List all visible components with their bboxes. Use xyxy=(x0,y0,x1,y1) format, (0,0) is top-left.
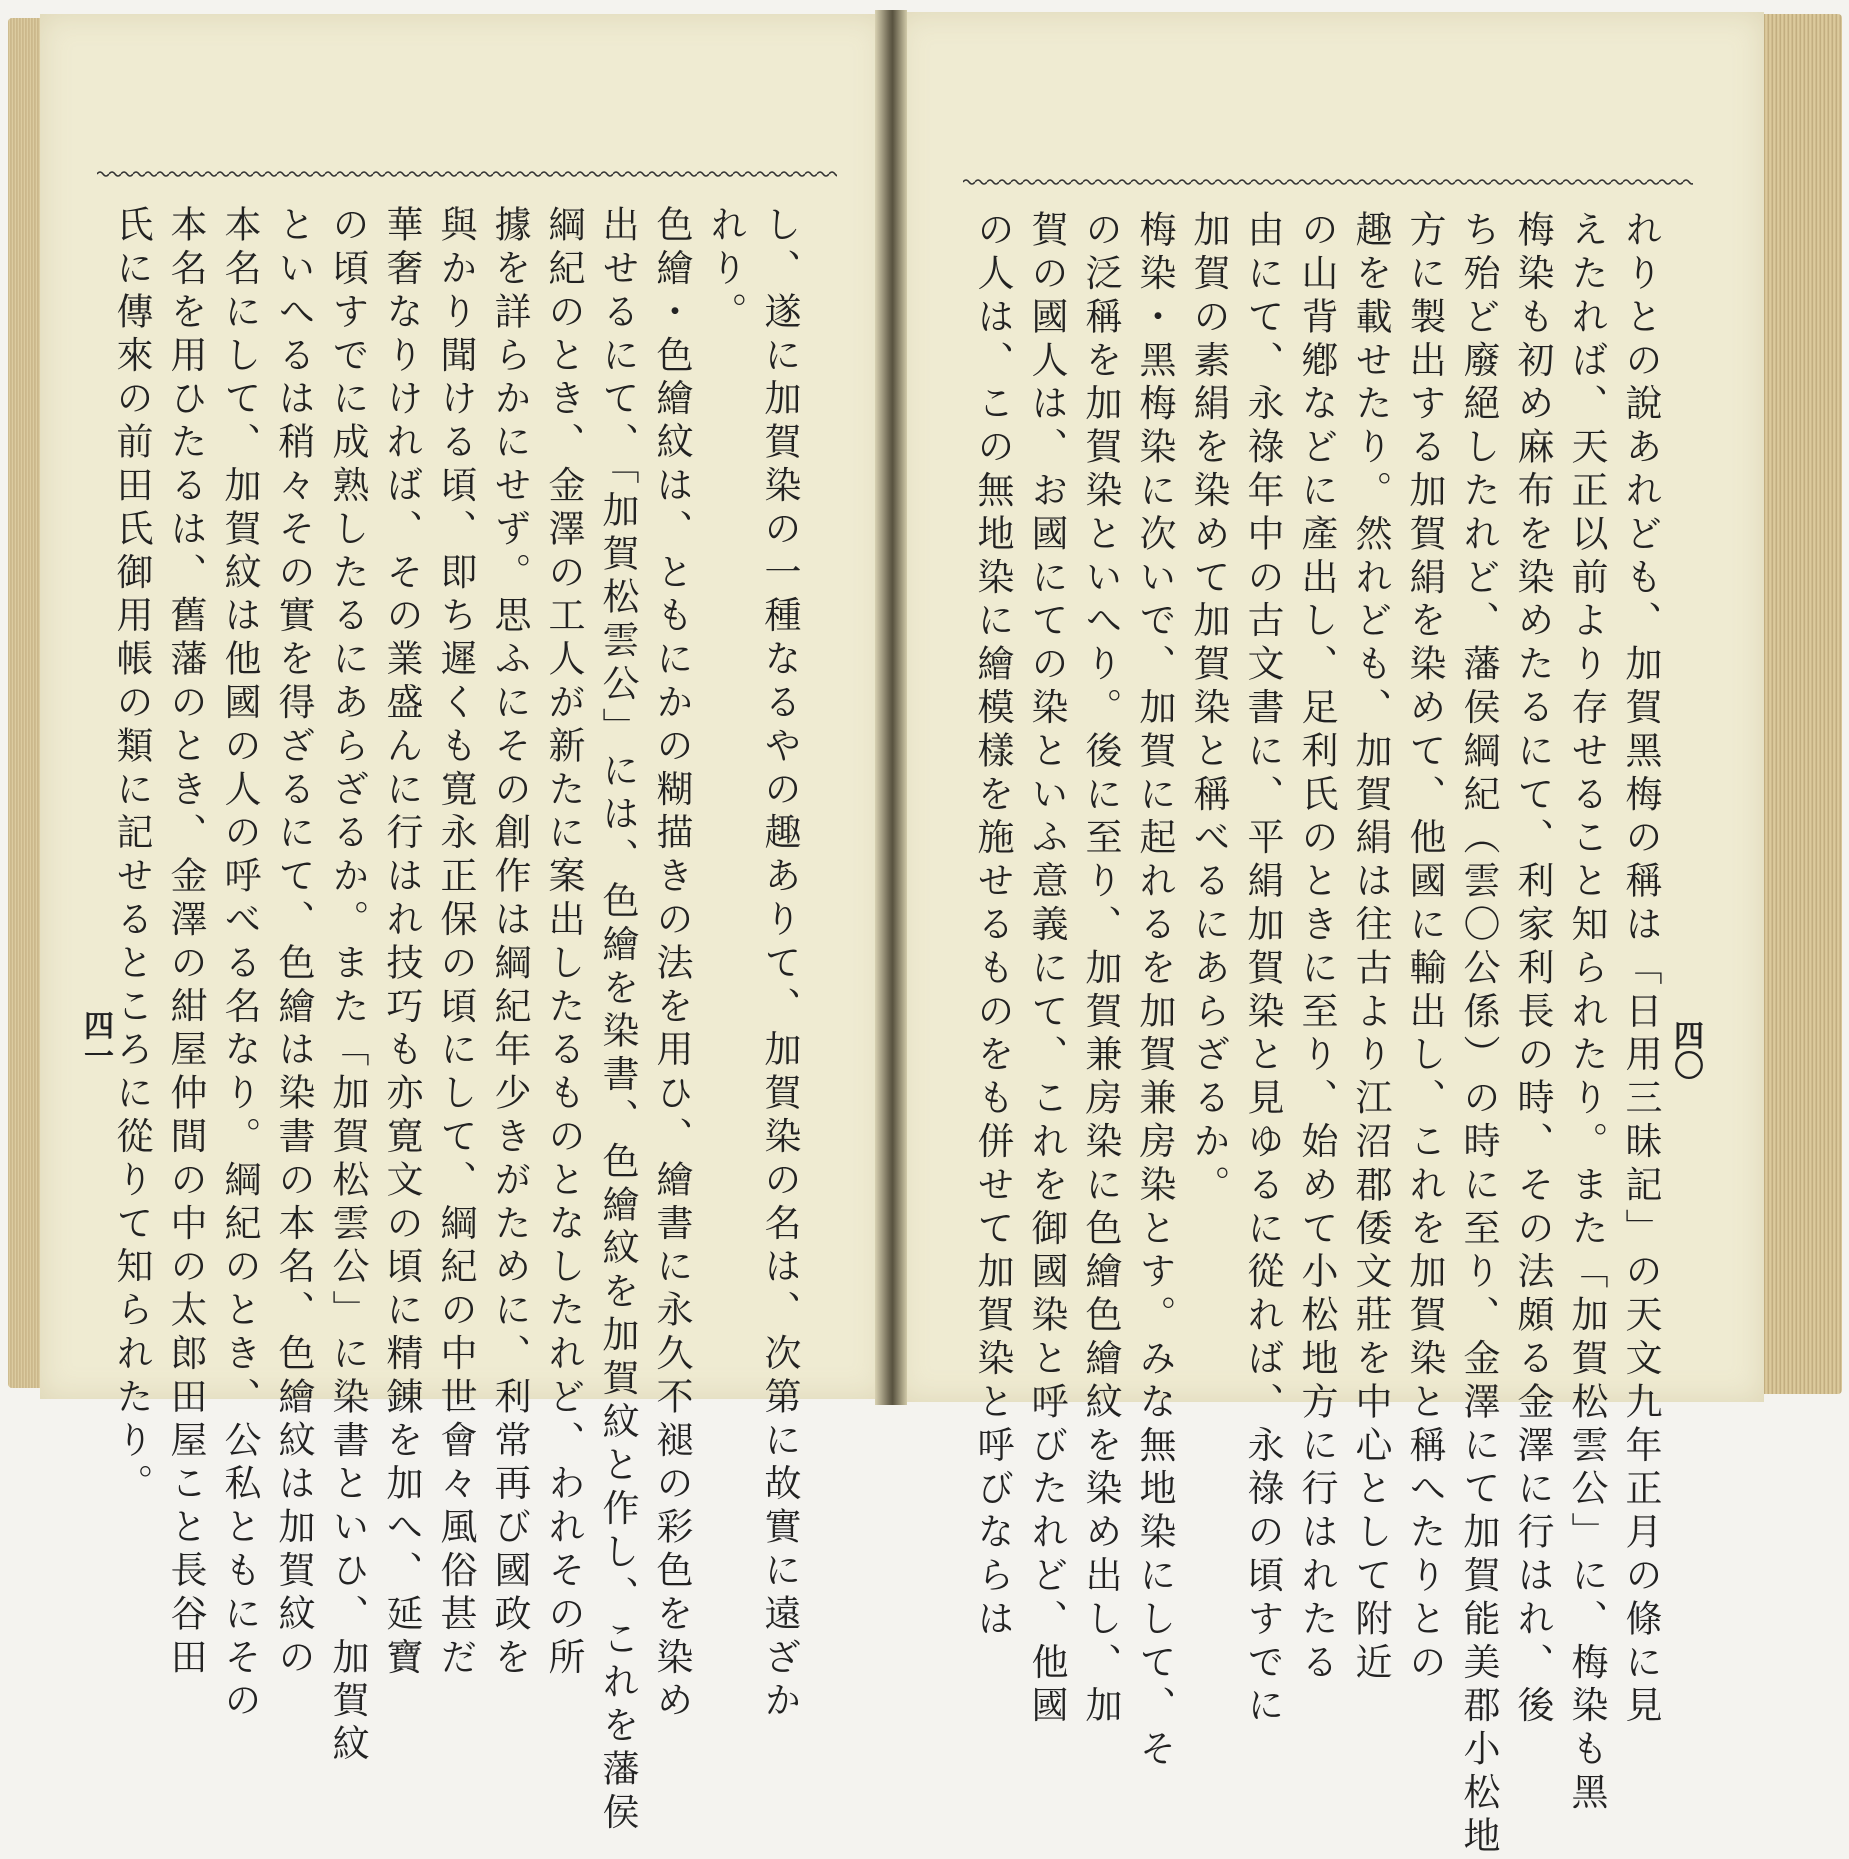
text-column: 本名にして、加賀紋は他國の人の呼べる名なり。綱紀のとき、公私ともにその xyxy=(218,205,261,1724)
text-column: 賀の國人は、お國にての染といふ意義にて、これを御國染と呼びたれど、他國 xyxy=(1025,210,1068,1729)
text-column: 色繪・色繪紋は、ともにかの糊描きの法を用ひ、繪書に永久不褪の彩色を染め xyxy=(650,205,693,1725)
text-column: ち殆ど廢絕したれど、藩侯綱紀（雲〇公係）の時に至り、金澤にて加賀能美郡小松地 xyxy=(1457,210,1500,1859)
right-page-text xyxy=(971,210,1662,1859)
text-column: 與かり聞ける頃、即ち遲くも寛永正保の頃にして、綱紀の中世會々風俗甚だ xyxy=(434,205,477,1681)
text-column: 由にて、永祿年中の古文書に、平絹加賀染と見ゆるに從れば、永祿の頃すでに xyxy=(1241,210,1284,1729)
text-column: の頃すでに成熟したるにあらざるか。また「加賀松雲公」に染書といひ、加賀紋 xyxy=(326,205,369,1768)
text-column: といへるは稍々その實を得ざるにて、色繪は染書の本名、色繪紋は加賀紋の xyxy=(272,205,315,1681)
text-column: の人は、この無地染に繪模樣を施せるものをも併せて加賀染と呼びならは xyxy=(971,210,1014,1643)
text-column: の泛稱を加賀染といへり。後に至り、加賀兼房染に色繪色繪紋を染め出し、加 xyxy=(1079,210,1122,1730)
text-column: 氏に傳來の前田氏御用帳の類に記せるところに從りて知られたり。 xyxy=(110,205,153,1507)
text-column: 綱紀のとき、金澤の工人が新たに案出したるものとなしたれど、われその所 xyxy=(542,205,585,1681)
text-column: 華奢なりければ、その業盛んに行はれ技巧も亦寛文の頃に精錬を加へ、延寶 xyxy=(380,205,423,1681)
right-page-edges xyxy=(1760,14,1842,1394)
left-header-rule xyxy=(97,168,837,180)
text-column: 方に製出する加賀絹を染めて、他國に輸出し、これを加賀染と稱へたりとの xyxy=(1403,210,1446,1686)
text-column: 梅染・黑梅染に次いで、加賀に起れるを加賀兼房染とす。みな無地染にして、そ xyxy=(1133,210,1176,1773)
text-column: 趣を載せたり。然れども、加賀絹は往古より江沼郡倭文莊を中心として附近 xyxy=(1349,210,1392,1686)
left-page-number: 四一 xyxy=(78,1010,113,1070)
text-column: れりとの說あれども、加賀黑梅の稱は「日用三昧記」の天文九年正月の條に見 xyxy=(1619,210,1662,1729)
text-column: 加賀の素絹を染めて加賀染と稱べるにあらざるか。 xyxy=(1187,210,1230,1209)
book-gutter xyxy=(875,10,907,1405)
text-column: 出せるにて、「加賀松雲公」には、色繪を染書、色繪紋を加賀紋と作し、これを藩侯 xyxy=(596,205,639,1836)
right-header-rule xyxy=(963,176,1693,188)
right-page-number: 四〇 xyxy=(1668,1020,1703,1080)
left-page-text xyxy=(110,205,810,1836)
text-column: れり。 xyxy=(704,205,747,336)
text-column: し、遂に加賀染の一種なるやの趣ありて、加賀染の名は、次第に故實に遠ざか xyxy=(758,205,801,1724)
text-column: えたれば、天正以前より存せること知られたり。また「加賀松雲公」に、梅染も黑 xyxy=(1565,210,1608,1816)
text-column: の山背鄕などに產出し、足利氏のときに至り、始めて小松地方に行はれたる xyxy=(1295,210,1338,1686)
text-column: 本名を用ひたるは、舊藩のとき、金澤の紺屋仲間の中の太郎田屋こと長谷田 xyxy=(164,205,207,1681)
text-column: 據を詳らかにせず。思ふにその創作は綱紀年少きがために、利常再び國政を xyxy=(488,205,531,1681)
text-column: 梅染も初め麻布を染めたるにて、利家利長の時、その法頗る金澤に行はれ、後 xyxy=(1511,210,1554,1729)
